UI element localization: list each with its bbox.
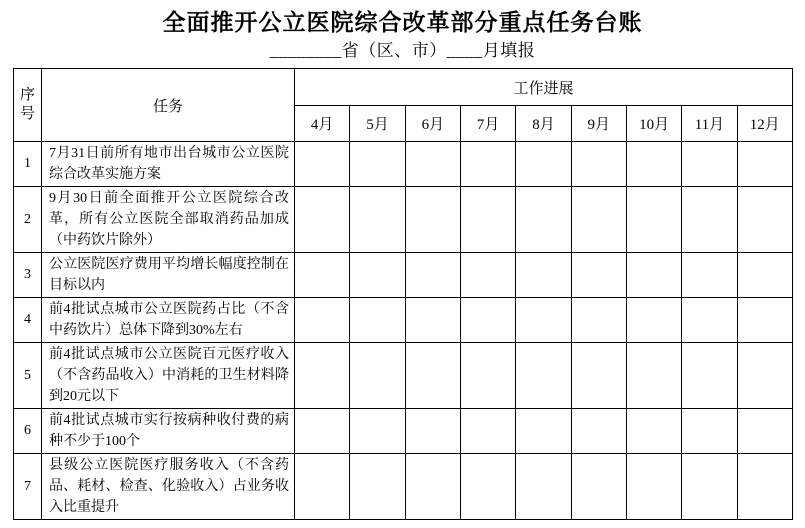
progress-cell[interactable] <box>626 187 681 253</box>
progress-cell[interactable] <box>571 409 626 454</box>
progress-cell[interactable] <box>516 142 571 187</box>
progress-cell[interactable] <box>460 187 515 253</box>
month-header-5: 8月 <box>516 106 571 142</box>
progress-cell[interactable] <box>350 409 405 454</box>
progress-cell[interactable] <box>295 343 350 409</box>
progress-cell[interactable] <box>460 253 515 298</box>
task-text: 县级公立医院医疗服务收入（不含药品、耗材、检查、化验收入）占业务收入比重提升 <box>42 454 295 520</box>
progress-cell[interactable] <box>682 253 737 298</box>
progress-cell[interactable] <box>737 409 792 454</box>
progress-cell[interactable] <box>737 343 792 409</box>
task-text: 前4批试点城市公立医院药占比（不含中药饮片）总体下降到30%左右 <box>42 298 295 343</box>
progress-cell[interactable] <box>626 142 681 187</box>
row-number: 2 <box>14 187 42 253</box>
month-header-1: 4月 <box>295 106 350 142</box>
progress-cell[interactable] <box>516 454 571 520</box>
month-header-4: 7月 <box>460 106 515 142</box>
document-subtitle: ________省（区、市）____月填报 <box>269 41 536 60</box>
progress-cell[interactable] <box>405 454 460 520</box>
progress-cell[interactable] <box>295 253 350 298</box>
progress-cell[interactable] <box>737 142 792 187</box>
progress-cell[interactable] <box>295 409 350 454</box>
progress-cell[interactable] <box>737 253 792 298</box>
table-row <box>14 409 793 454</box>
month-header-8: 11月 <box>682 106 737 142</box>
progress-cell[interactable] <box>737 298 792 343</box>
month-header-7: 10月 <box>626 106 681 142</box>
document-title: 全面推开公立医院综合改革部分重点任务台账 <box>162 10 643 36</box>
row-number: 5 <box>14 343 42 409</box>
row-number: 4 <box>14 298 42 343</box>
progress-cell[interactable] <box>405 298 460 343</box>
row-number: 3 <box>14 253 42 298</box>
progress-cell[interactable] <box>682 409 737 454</box>
progress-cell[interactable] <box>405 187 460 253</box>
progress-cell[interactable] <box>626 454 681 520</box>
progress-cell[interactable] <box>682 343 737 409</box>
task-text: 7月31日前所有地市出台城市公立医院综合改革实施方案 <box>42 142 295 187</box>
progress-cell[interactable] <box>626 253 681 298</box>
progress-cell[interactable] <box>571 454 626 520</box>
progress-cell[interactable] <box>516 409 571 454</box>
table-row <box>14 142 793 187</box>
progress-cell[interactable] <box>350 454 405 520</box>
progress-cell[interactable] <box>682 298 737 343</box>
task-ledger-table <box>13 68 793 520</box>
progress-cell[interactable] <box>516 343 571 409</box>
progress-cell[interactable] <box>516 187 571 253</box>
progress-cell[interactable] <box>571 187 626 253</box>
progress-cell[interactable] <box>460 343 515 409</box>
month-header-2: 5月 <box>350 106 405 142</box>
row-number: 7 <box>14 454 42 520</box>
progress-cell[interactable] <box>350 187 405 253</box>
progress-cell[interactable] <box>682 142 737 187</box>
progress-cell[interactable] <box>350 298 405 343</box>
progress-cell[interactable] <box>626 409 681 454</box>
progress-cell[interactable] <box>571 343 626 409</box>
progress-cell[interactable] <box>460 409 515 454</box>
progress-cell[interactable] <box>295 142 350 187</box>
table-row <box>14 454 793 520</box>
progress-cell[interactable] <box>737 454 792 520</box>
progress-cell[interactable] <box>405 343 460 409</box>
progress-cell[interactable] <box>571 253 626 298</box>
progress-cell[interactable] <box>460 142 515 187</box>
table-row <box>14 253 793 298</box>
progress-cell[interactable] <box>682 187 737 253</box>
progress-cell[interactable] <box>571 298 626 343</box>
month-header-9: 12月 <box>737 106 792 142</box>
task-text: 前4批试点城市实行按病种收付费的病种不少于100个 <box>42 409 295 454</box>
progress-cell[interactable] <box>295 298 350 343</box>
row-number: 6 <box>14 409 42 454</box>
progress-cell[interactable] <box>350 253 405 298</box>
task-text: 9月30日前全面推开公立医院综合改革，所有公立医院全部取消药品加成（中药饮片除外） <box>42 187 295 253</box>
progress-cell[interactable] <box>516 253 571 298</box>
task-text: 前4批试点城市公立医院百元医疗收入（不含药品收入）中消耗的卫生材料降到20元以下 <box>42 343 295 409</box>
table-row <box>14 187 793 253</box>
progress-cell[interactable] <box>516 298 571 343</box>
progress-cell[interactable] <box>350 142 405 187</box>
progress-cell[interactable] <box>405 409 460 454</box>
progress-cell[interactable] <box>350 343 405 409</box>
header-row-top <box>14 69 793 106</box>
table-row <box>14 298 793 343</box>
progress-group-header: 工作进展 <box>295 69 793 106</box>
month-header-3: 6月 <box>405 106 460 142</box>
progress-cell[interactable] <box>295 187 350 253</box>
progress-cell[interactable] <box>682 454 737 520</box>
task-column-header: 任务 <box>42 69 295 142</box>
progress-cell[interactable] <box>626 298 681 343</box>
table-row <box>14 343 793 409</box>
progress-cell[interactable] <box>571 142 626 187</box>
progress-cell[interactable] <box>626 343 681 409</box>
progress-cell[interactable] <box>405 142 460 187</box>
index-column-header: 序号 <box>14 69 42 142</box>
progress-cell[interactable] <box>737 187 792 253</box>
progress-cell[interactable] <box>460 454 515 520</box>
month-header-6: 9月 <box>571 106 626 142</box>
progress-cell[interactable] <box>295 454 350 520</box>
row-number: 1 <box>14 142 42 187</box>
progress-cell[interactable] <box>460 298 515 343</box>
task-text: 公立医院医疗费用平均增长幅度控制在目标以内 <box>42 253 295 298</box>
progress-cell[interactable] <box>405 253 460 298</box>
